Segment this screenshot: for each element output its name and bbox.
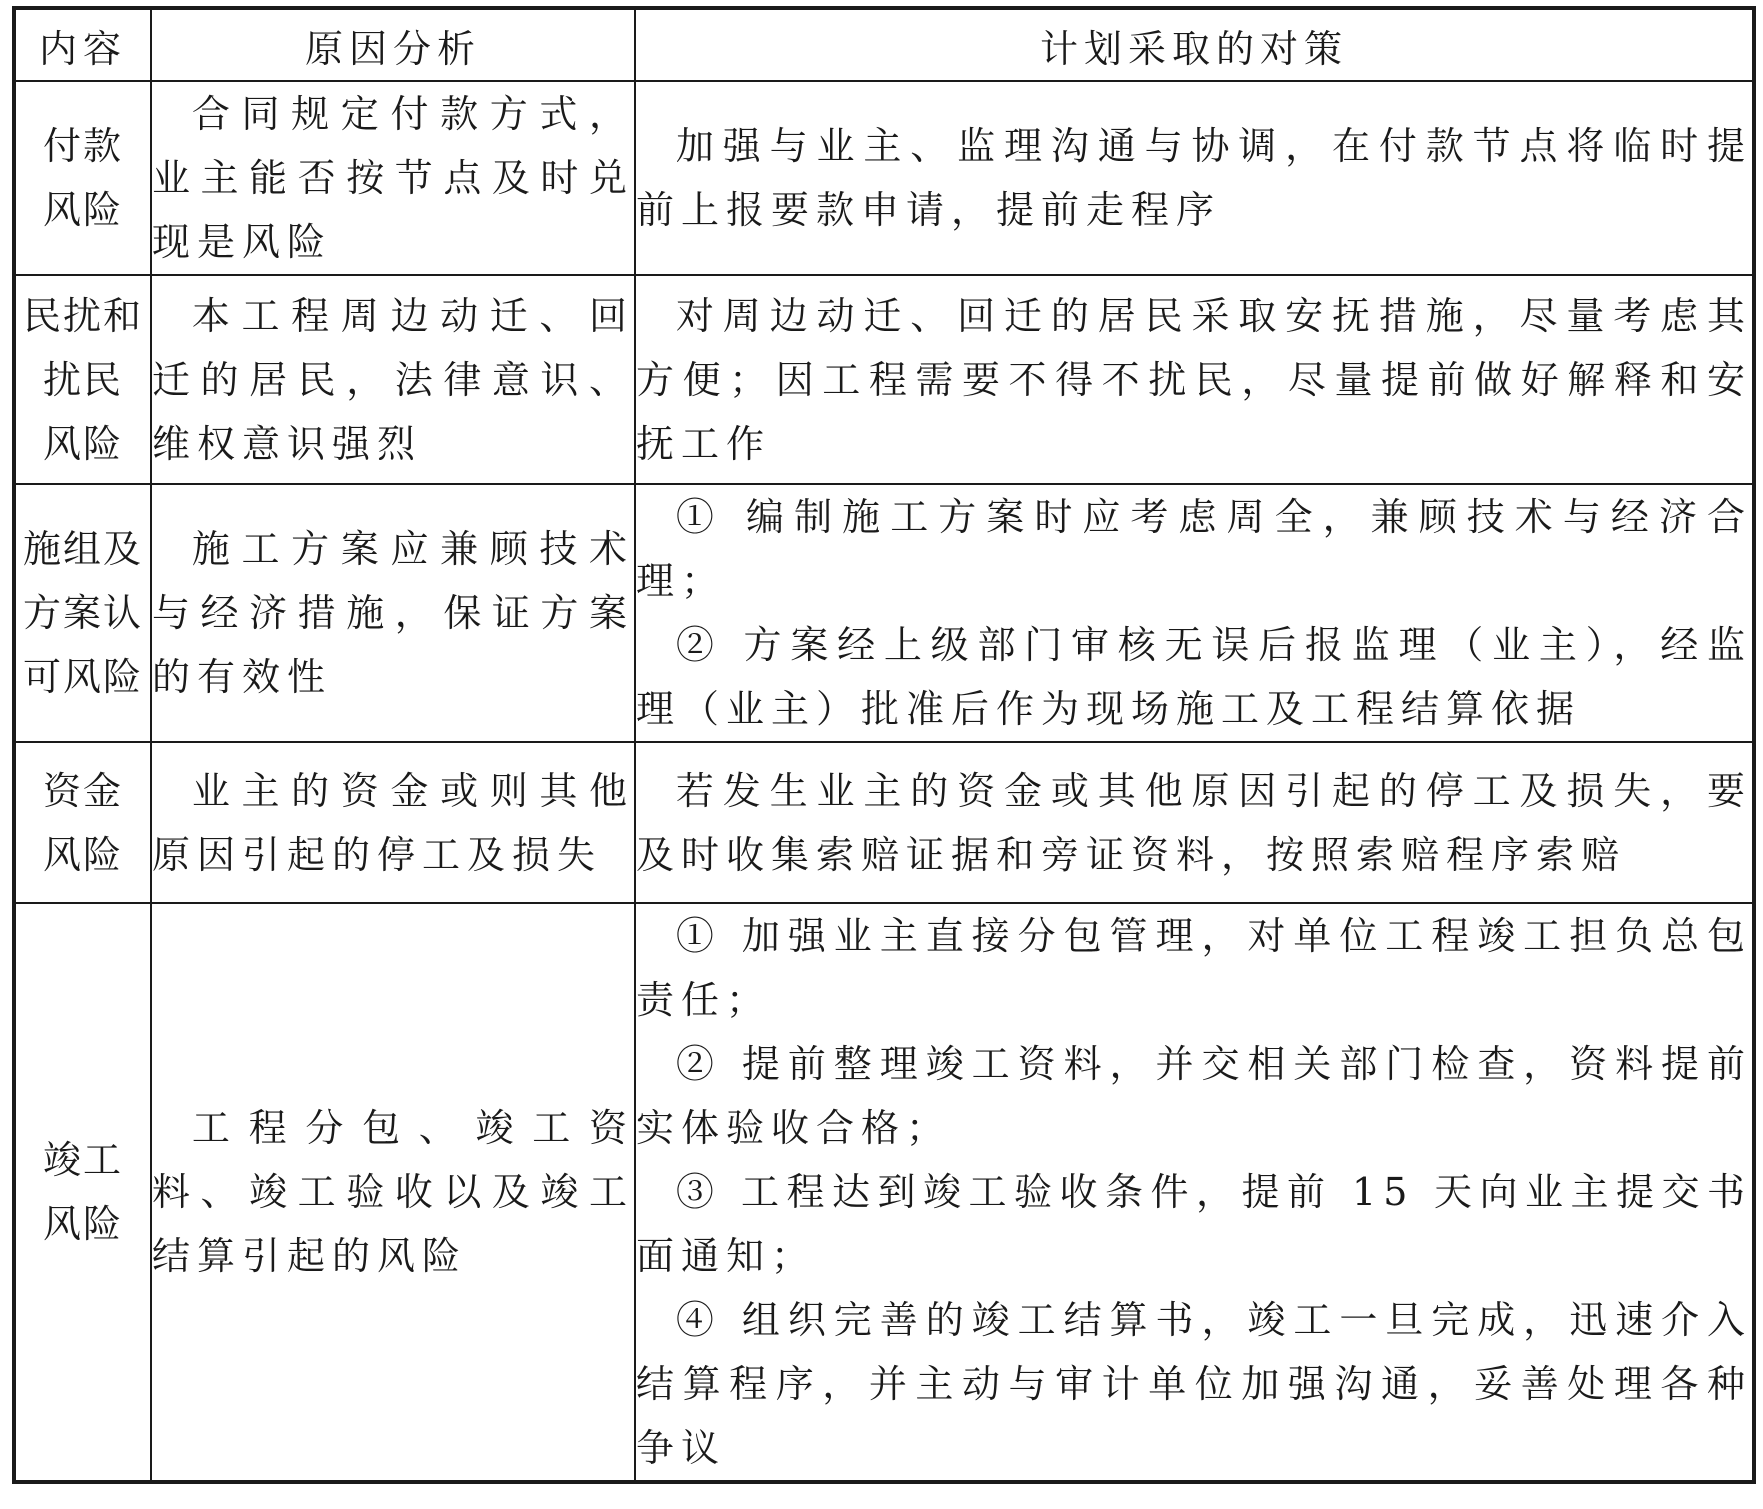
cause-cell (151, 275, 635, 484)
measure-cell (635, 484, 1754, 742)
cause-cell (151, 742, 635, 903)
risk-type-cell (14, 742, 151, 903)
header-row (14, 8, 1754, 81)
risk-type-cell (14, 903, 151, 1482)
risk-type-cell (14, 275, 151, 484)
measure-text: ① 编制施工方案时应考虑周全，兼顾技术与经济合理； (636, 495, 1752, 603)
cause-text: 施工方案应兼顾技术与经济措施，保证方案的有效性 (152, 527, 634, 699)
measure-text: ② 提前整理竣工资料，并交相关部门检查，资料提前实体验收合格； (636, 1042, 1752, 1150)
measure-text: 加强与业主、监理沟通与协调，在付款节点将临时提前上报要款申请，提前走程序 (636, 124, 1752, 232)
risk-table (12, 6, 1756, 1484)
cause-text: 本工程周边动迁、回迁的居民，法律意识、维权意识强烈 (152, 293, 634, 466)
risk-type-line: 扰民 (42, 357, 123, 402)
table-row (14, 81, 1754, 275)
table-row (14, 903, 1754, 1482)
measure-cell (635, 275, 1754, 484)
risk-type-line: 风险 (42, 188, 123, 232)
risk-type-line: 风险 (42, 421, 123, 466)
table-row (14, 742, 1754, 903)
cause-text: 合同规定付款方式，业主能否按节点及时兑现是风险 (152, 92, 634, 264)
header-countermeasures: 计划采取的对策 (635, 8, 1754, 81)
cause-cell (151, 903, 635, 1482)
table-row (14, 484, 1754, 742)
risk-type-cell (14, 81, 151, 275)
risk-type-line: 竣工 (42, 1138, 123, 1182)
risk-type-line: 施组及 (22, 527, 143, 571)
risk-type-line: 资金 (42, 768, 123, 813)
cause-text: 工程分包、竣工资料、竣工验收以及竣工结算引起的风险 (152, 1106, 634, 1278)
measure-text: 对周边动迁、回迁的居民采取安抚措施，尽量考虑其方便；因工程需要不得不扰民，尽量提前做好解释和安抚工作 (636, 293, 1752, 466)
risk-type-line: 风险 (42, 1202, 123, 1246)
cause-cell (151, 81, 635, 275)
risk-type-line: 民扰和 (22, 293, 143, 338)
measure-cell (635, 81, 1754, 275)
measure-text: ③ 工程达到竣工验收条件，提前 15 天向业主提交书面通知； (636, 1170, 1752, 1278)
cause-text: 业主的资金或则其他原因引起的停工及损失 (152, 768, 634, 877)
risk-type-line: 方案认 (22, 591, 143, 635)
header-cause-analysis: 原因分析 (151, 8, 635, 81)
measure-text: ④ 组织完善的竣工结算书，竣工一旦完成，迅速介入结算程序，并主动与审计单位加强沟通，妥善处理各种争议 (636, 1298, 1752, 1470)
header-content: 内容 (14, 8, 151, 81)
cause-cell (151, 484, 635, 742)
measure-text: 若发生业主的资金或其他原因引起的停工及损失，要及时收集索赔证据和旁证资料，按照索赔程序索赔 (636, 768, 1752, 877)
risk-type-line: 风险 (42, 832, 123, 877)
table-row (14, 275, 1754, 484)
measure-text: ② 方案经上级部门审核无误后报监理（业主），经监理（业主）批准后作为现场施工及工程结算依据 (636, 623, 1752, 731)
measure-cell (635, 903, 1754, 1482)
risk-type-cell (14, 484, 151, 742)
risk-type-line: 付款 (42, 124, 123, 168)
measure-cell (635, 742, 1754, 903)
risk-type-line: 可风险 (22, 655, 143, 699)
measure-text: ① 加强业主直接分包管理，对单位工程竣工担负总包责任； (636, 914, 1752, 1022)
